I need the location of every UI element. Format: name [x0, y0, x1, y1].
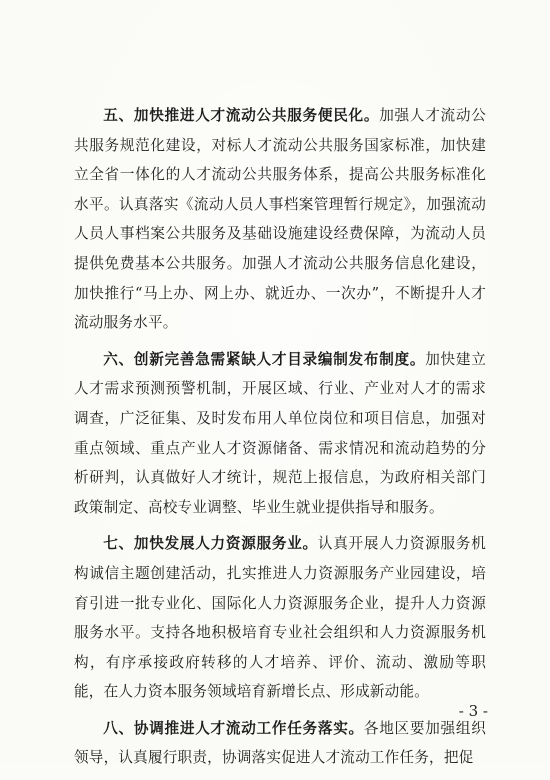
section-heading: 七、加快发展人力资源服务业。: [103, 535, 318, 553]
paragraph-section-8: [74, 714, 486, 773]
section-heading: 五、加快推进人才流动公共服务便民化。: [103, 107, 380, 124]
section-heading: 八、协调推进人才流动工作任务落实。: [103, 719, 364, 737]
section-body: 各地区要加强组织领导，认真履行职责，协调落实促进人才流动工作任务，把促: [74, 719, 486, 767]
section-body: 加强人才流动公共服务规范化建设，对标人才流动公共服务国家标准，加快建立全省一体化的人才流动公共服务体系，提高公共服务标准化水平。认真落实《流动人员人事档案管理暂行规定》，加强流动人员人事档案公共服务及基础设施建设经费保障，为流动人员提供免费基本公共服务。加强人才流动公共服务信息化建设，加快推行“马上办、网上办、就近办、一次办”，不断提升人才流动服务水平。: [74, 107, 486, 332]
section-body: 认真开展人力资源服务机构诚信主题创建活动，扎实推进人力资源服务产业园建设，培育引进一批专业化、国际化人力资源服务企业，提升人力资源服务水平。支持各地积极培育专业社会组织和人力资源服务机构，有序承接政府转移的人才培养、评价、流动、激励等职能，在人力资本服务领域培育新增长点、形成新动能。: [74, 535, 486, 701]
section-heading: 六、创新完善急需紧缺人才目录编制发布制度。: [103, 350, 426, 368]
paragraph-section-6: [74, 345, 486, 523]
page-number: - 3 -: [458, 702, 488, 720]
paragraph-section-5: [74, 101, 486, 338]
section-body: 加快建立人才需求预测预警机制，开展区域、行业、产业对人才的需求调查，广泛征集、及时发布用人单位岗位和项目信息，加强对重点领域、重点产业人才资源储备、需求情况和流动趋势的分析研判，认真做好人才统计，规范上报信息，为政府相关部门政策制定、高校专业调整、毕业生就业提供指导和服务。: [74, 350, 486, 516]
document-body: [74, 101, 486, 780]
paragraph-section-7: [74, 529, 486, 707]
